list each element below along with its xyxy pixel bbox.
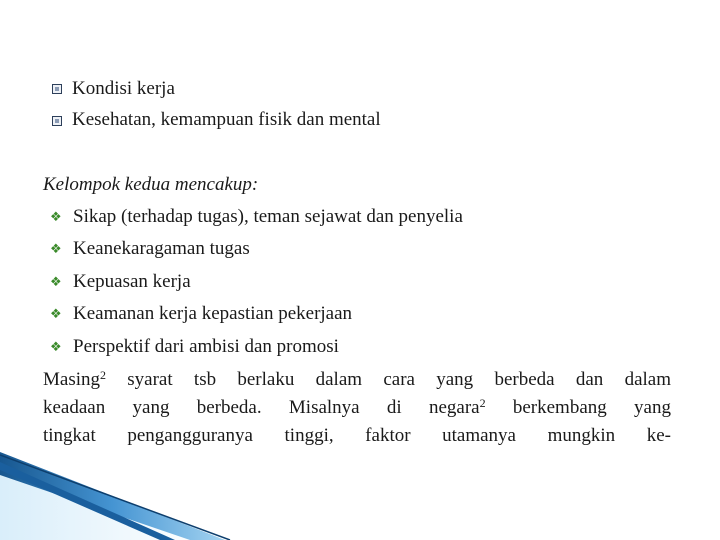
- group-item-3: Kepuasan kerja: [73, 271, 191, 292]
- check-bullet-icon: ❖: [50, 307, 62, 322]
- group-item-2: Keanekaragaman tugas: [73, 238, 250, 259]
- group-item-1: Sikap (terhadap tugas), teman sejawat dan penyelia: [73, 206, 463, 227]
- group-item-5: Perspektif dari ambisi dan promosi: [73, 336, 339, 357]
- check-bullet-icon: ❖: [50, 210, 62, 225]
- paragraph-line-3: tingkat pengangguranya tinggi, faktor utamanya mungkin ke-: [43, 425, 671, 446]
- group-heading: Kelompok kedua mencakup:: [43, 174, 259, 195]
- check-bullet-icon: ❖: [50, 242, 62, 257]
- top-bullet-1: Kondisi kerja: [72, 78, 175, 99]
- top-bullet-2: Kesehatan, kemampuan fisik dan mental: [72, 109, 381, 130]
- paragraph-line-2: keadaan yang berbeda. Misalnya di negara$^2$ berkembang yang: [43, 396, 671, 418]
- paragraph-line-1: Masing$^2$ syarat tsb berlaku dalam cara yang berbeda dan dalam: [43, 368, 671, 390]
- check-bullet-icon: ❖: [50, 275, 62, 290]
- check-bullet-icon: ❖: [50, 340, 62, 355]
- group-item-4: Keamanan kerja kepastian pekerjaan: [73, 303, 353, 324]
